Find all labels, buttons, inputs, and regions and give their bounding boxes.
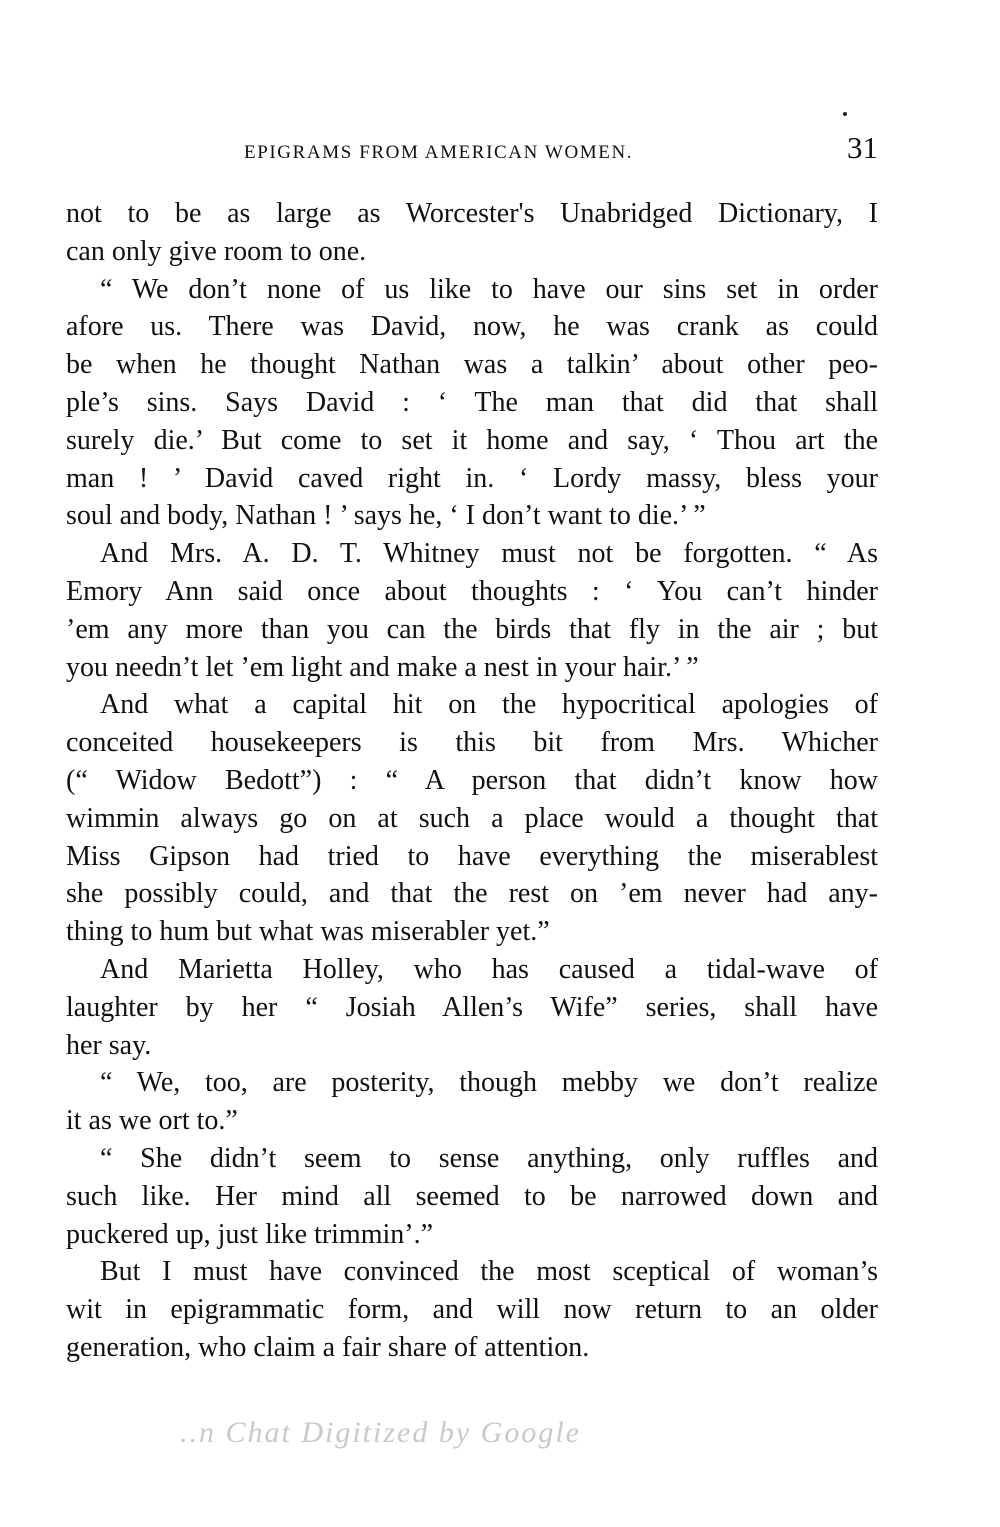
text-line-27: such like. Her mind all seemed to be narrowed down and bbox=[66, 1180, 878, 1212]
running-title: EPIGRAMS FROM AMERICAN WOMEN. bbox=[244, 142, 634, 163]
digitization-watermark: ..n Chat Digitized by Google bbox=[180, 1416, 581, 1449]
text-line-20: thing to hum but what was miserabler yet.” bbox=[66, 916, 550, 948]
text-line-10: And Mrs. A. D. T. Whitney must not be forgotten. “ As bbox=[100, 538, 878, 570]
text-line-15: conceited housekeepers is this bit from Mrs. Whicher bbox=[66, 727, 878, 759]
body-text bbox=[66, 195, 878, 1367]
text-line-26: “ She didn’t seem to sense anything, only ruffles and bbox=[100, 1142, 878, 1174]
ink-speck bbox=[843, 112, 847, 116]
running-header bbox=[66, 130, 878, 170]
text-line-2: can only give room to one. bbox=[66, 235, 367, 267]
text-line-12: ’em any more than you can the birds that fly in the air ; but bbox=[66, 613, 878, 645]
text-line-28: puckered up, just like trimmin’.” bbox=[66, 1218, 434, 1250]
text-line-9: soul and body, Nathan ! ’ says he, ‘ I don’t want to die.’ ” bbox=[66, 500, 706, 532]
text-line-16: (“ Widow Bedott”) : “ A person that didn’t know how bbox=[66, 764, 878, 796]
text-line-30: wit in epigrammatic form, and will now return to an older bbox=[66, 1294, 878, 1326]
text-line-21: And Marietta Holley, who has caused a tidal-wave of bbox=[100, 953, 878, 985]
text-line-24: “ We, too, are posterity, though mebby we don’t realize bbox=[100, 1067, 878, 1099]
text-line-14: And what a capital hit on the hypocritical apologies of bbox=[100, 689, 878, 721]
text-line-29: But I must have convinced the most sceptical of woman’s bbox=[100, 1256, 878, 1288]
text-line-13: you needn’t let ’em light and make a nest in your hair.’ ” bbox=[66, 651, 699, 683]
text-line-25: it as we ort to.” bbox=[66, 1105, 238, 1137]
text-line-18: Miss Gipson had tried to have everything the miserablest bbox=[66, 840, 878, 872]
text-line-3: “ We don’t none of us like to have our sins set in order bbox=[100, 273, 878, 305]
text-line-8: man ! ’ David caved right in. ‘ Lordy massy, bless your bbox=[66, 462, 878, 494]
text-line-23: her say. bbox=[66, 1029, 152, 1061]
text-line-5: be when he thought Nathan was a talkin’ about other peo- bbox=[66, 349, 878, 381]
text-line-31: generation, who claim a fair share of attention. bbox=[66, 1331, 590, 1363]
text-line-1: not to be as large as Worcester's Unabridged Dictionary, I bbox=[66, 198, 878, 229]
text-line-17: wimmin always go on at such a place would a thought that bbox=[66, 802, 878, 834]
text-line-22: laughter by her “ Josiah Allen’s Wife” series, shall have bbox=[66, 991, 878, 1023]
page-number: 31 bbox=[847, 130, 878, 165]
text-line-7: surely die.’ But come to set it home and say, ‘ Thou art the bbox=[66, 424, 878, 456]
text-line-19: she possibly could, and that the rest on ’em never had any- bbox=[66, 878, 878, 910]
text-line-11: Emory Ann said once about thoughts : ‘ You can’t hinder bbox=[66, 575, 878, 607]
text-line-6: ple’s sins. Says David : ‘ The man that did that shall bbox=[66, 386, 878, 418]
text-line-4: afore us. There was David, now, he was crank as could bbox=[66, 311, 878, 343]
